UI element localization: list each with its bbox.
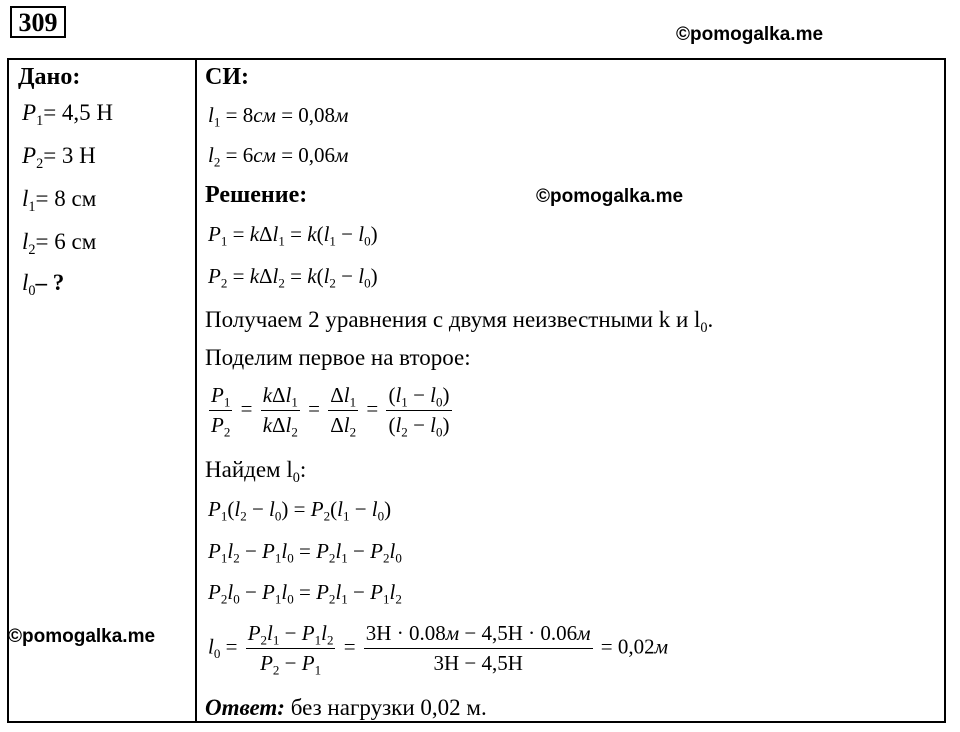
si-l1-conversion: $l_1 = 8см = 0,08м$ [208,103,349,130]
solution-header: Решение: [205,182,308,208]
given-l0-unknown: $l_0-$ ? [22,270,65,299]
given-p1: $P_1= 4,5$ Н [22,100,114,129]
watermark-middle: ©pomogalka.me [536,186,684,207]
equation-ratio: $\frac{P_1}{P_2}$ = $\frac{k\Delta l_1}{k\Delta l_2}$ = $\frac{\Delta l_1}{\Delta l_2}$ = $\frac{(l_1 - l_0)}{(l_2 - l_0)}$ [211,383,450,440]
si-l2-conversion: $l_2 = 6см = 0,06м$ [208,143,349,170]
problem-number: 309 [10,6,66,38]
equation-step1: $P_1(l_2 - l_0) = P_2(l_1 - l_0)$ [208,497,392,524]
equation-step3: $P_2l_0 - P_1l_0 = P_2l_1 - P_1l_2$ [208,580,402,607]
column-divider [195,58,197,723]
answer: Ответ: без нагрузки 0,02 м. [205,695,487,720]
watermark-top: ©pomogalka.me [676,24,824,45]
equation-p1: $P_1 = k\Delta l_1 = k(l_1 - l_0)$ [208,222,378,249]
given-l2: $l_2= 6$ см [22,229,97,258]
text-two-equations: Получаем 2 уравнения с двумя неизвестными k и $l_0$. [205,307,714,336]
given-header: Дано: [18,64,81,90]
text-find-l0: Найдем $l_0$: [205,457,307,486]
equation-step2: $P_1l_2 - P_1l_0 = P_2l_1 - P_2l_0$ [208,539,402,566]
text-divide: Поделим первое на второе: [205,345,471,370]
given-p2: $P_2= 3$ Н [22,143,96,172]
equation-final: $l_0$ = $\frac{P_2l_1 - P_1l_2}{P_2 - P_1}$ = $\frac{3H \cdot 0.08м - 4,5H \cdot 0.06м}{3H - 4,5H}$ = 0,02м [208,621,669,678]
given-l1: $l_1= 8$ см [22,186,97,215]
watermark-left: ©pomogalka.me [8,626,156,647]
equation-p2: $P_2 = k\Delta l_2 = k(l_2 - l_0)$ [208,264,378,291]
si-header: СИ: [205,64,249,90]
